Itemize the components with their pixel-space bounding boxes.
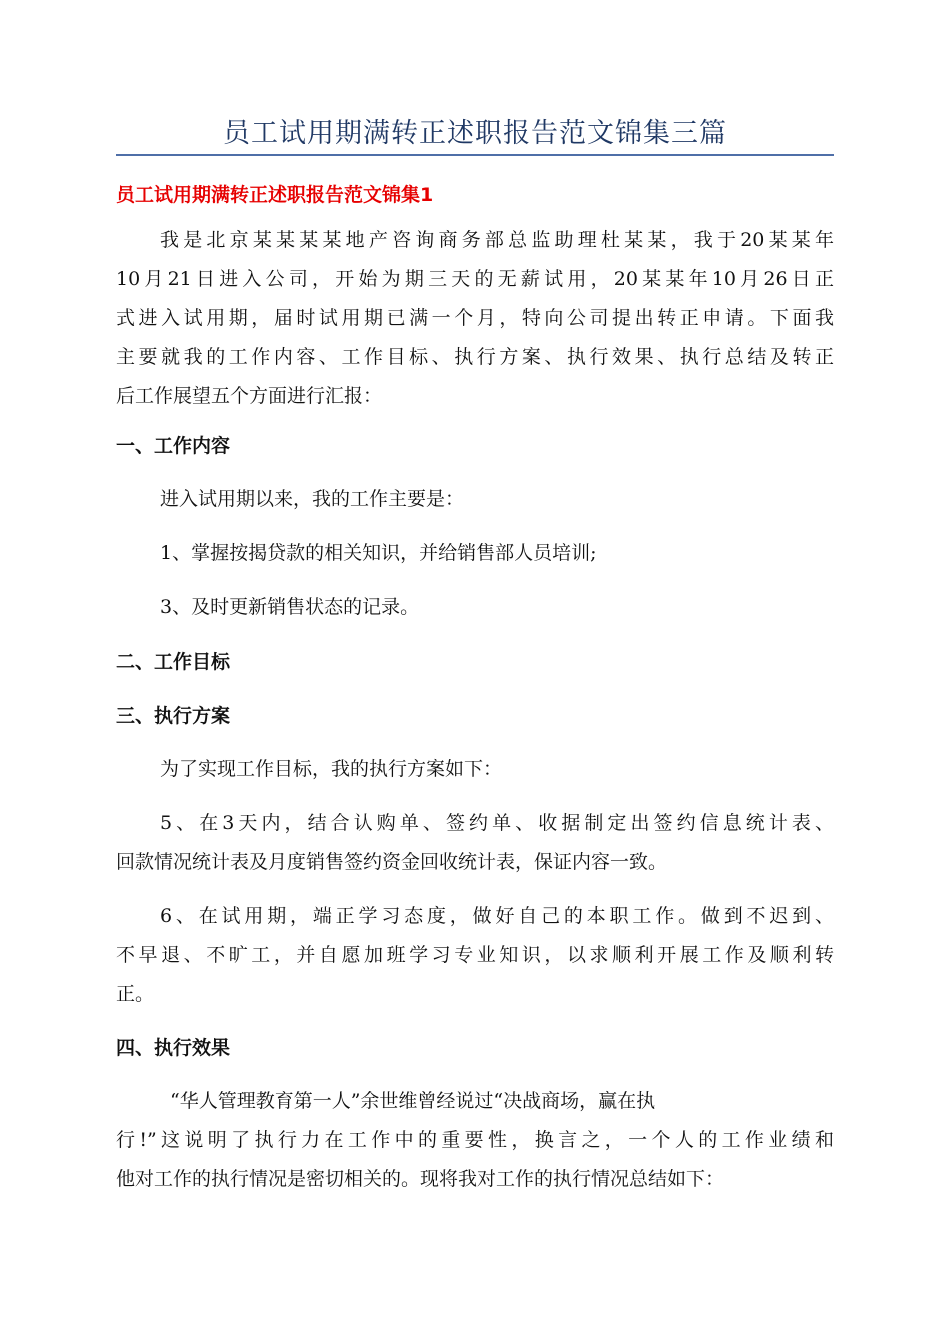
heading-work-goal: 二、工作目标 (116, 651, 231, 673)
work-content-intro: 进入试用期以来，我的工作主要是： (160, 488, 465, 510)
plan-item-6-line: 不早退、不旷工，并自愿加班学习专业知识，以求顺利开展工作及顺利转 (116, 944, 834, 966)
plan-item-6-line: 正。 (116, 983, 155, 1005)
intro-line: 10月21日进入公司，开始为期三天的无薪试用，20某某年10月26日正 (116, 268, 834, 290)
plan-intro: 为了实现工作目标，我的执行方案如下： (160, 758, 503, 780)
plan-item-6-line: 6、在试用期，端正学习态度，做好自己的本职工作。做到不迟到、 (160, 905, 834, 927)
title-underline (116, 154, 834, 156)
plan-item-6 (116, 897, 834, 1014)
work-item-3: 3、及时更新销售状态的记录。 (160, 596, 420, 618)
document-title: 员工试用期满转正述职报告范文锦集三篇 (223, 118, 727, 149)
intro-line: 后工作展望五个方面进行汇报： (116, 385, 383, 407)
plan-item-5-line: 5、在3天内，结合认购单、签约单、收据制定出签约信息统计表、 (160, 812, 834, 834)
heading-effect: 四、执行效果 (116, 1037, 231, 1059)
intro-paragraph (116, 221, 834, 416)
plan-item-5 (116, 804, 834, 882)
effect-paragraph (116, 1082, 834, 1199)
section-heading-1: 员工试用期满转正述职报告范文锦集1 (116, 184, 434, 206)
work-item-1: 1、掌握按揭贷款的相关知识，并给销售部人员培训; (160, 542, 597, 564)
effect-line: “华人管理教育第一人”余世维曾经说过“决战商场，赢在执 (170, 1090, 656, 1112)
heading-work-content: 一、工作内容 (116, 435, 231, 457)
intro-line: 我是北京某某某某地产咨询商务部总监助理杜某某，我于20某某年 (160, 229, 834, 251)
heading-plan: 三、执行方案 (116, 705, 231, 727)
intro-line: 主要就我的工作内容、工作目标、执行方案、执行效果、执行总结及转正 (116, 346, 834, 368)
effect-line: 他对工作的执行情况是密切相关的。现将我对工作的执行情况总结如下： (116, 1168, 725, 1190)
effect-line: 行!”这说明了执行力在工作中的重要性，换言之，一个人的工作业绩和 (116, 1129, 834, 1151)
plan-item-5-line: 回款情况统计表及月度销售签约资金回收统计表，保证内容一致。 (116, 851, 668, 873)
intro-line: 式进入试用期，届时试用期已满一个月，特向公司提出转正申请。下面我 (116, 307, 834, 329)
